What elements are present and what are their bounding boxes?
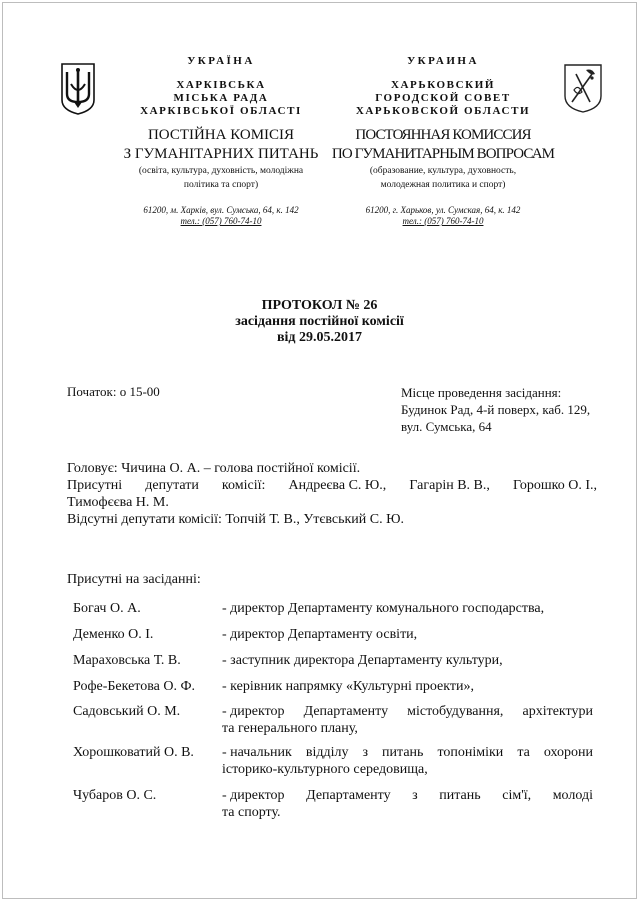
commission-scope: (освіта, культура, духовність, молодіжна політика та спорт) [138, 166, 304, 190]
protocol-title: ПРОТОКОЛ № 26 засідання постійної комісії від 29.05.2017 [235, 298, 404, 345]
attendee-name: Мараховська Т. В. [73, 653, 181, 668]
commission-name: ПОСТОЯННАЯ КОМИССИЯ ПО ГУМАНИТАРНЫМ ВОПРОСАМ [331, 127, 555, 162]
attendee-name: Богач О. А. [73, 601, 141, 616]
attendee-name: Деменко О. І. [73, 627, 154, 642]
attendee-role: - заступник директора Департаменту культури, [222, 653, 503, 668]
attendee-role: - директор Департаменту з питань сім'ї, молоді та спорту. [222, 788, 593, 820]
present-deputies-line: Присутні депутати комісії: Андреєва С. Ю., Гагарін В. В., Горошко О. І., [67, 478, 597, 493]
attendee-name: Рофе-Бекетова О. Ф. [73, 679, 196, 694]
commission-address: 61200, м. Харків, вул. Сумська, 64, к. 142 тел.: (057) 760-74-10 [118, 205, 324, 227]
country-name: УКРАЇНА [187, 55, 255, 67]
country-name: УКРАИНА [407, 55, 479, 67]
meeting-start: Початок: о 15-00 [67, 384, 160, 399]
city-emblem-icon [562, 62, 604, 114]
attendee-role: - директор Департаменту містобудування, архітектури та генерального плану, [222, 704, 593, 736]
commission-name: ПОСТІЙНА КОМІСІЯ З ГУМАНІТАРНИХ ПИТАНЬ [123, 127, 319, 162]
commission-phone: тел.: (057) 760-74-10 [402, 216, 484, 226]
attendee-name: Садовський О. М. [73, 704, 181, 719]
present-label: Присутні на засіданні: [67, 572, 201, 587]
attendee-role: - директор Департаменту комунального господарства, [222, 601, 545, 616]
commission-phone: тел.: (057) 760-74-10 [180, 216, 262, 226]
attendance-block [67, 460, 597, 528]
council-name: ХАРКІВСЬКА МІСЬКА РАДА ХАРКІВСЬКОЇ ОБЛАСТІ [140, 79, 302, 117]
attendee-role: - начальник відділу з питань топоніміки та охорони історико-культурного середовища, [222, 745, 593, 777]
present-deputies-continued: Тимофєєва Н. М. [67, 495, 169, 510]
absent-deputies-line: Відсутні депутати комісії: Топчій Т. В., Утєвський С. Ю. [67, 512, 404, 527]
header-russian [318, 55, 568, 227]
chair-line: Головує: Чичина О. А. – голова постійної комісії. [67, 461, 361, 476]
meeting-place: Місце проведення засідання: Будинок Рад, 4-й поверх, каб. 129, вул. Сумська, 64 [401, 385, 591, 434]
attendee-name: Хорошковатий О. В. [73, 745, 194, 760]
commission-scope: (образование, культура, духовность, молодежная политика и спорт) [369, 166, 517, 190]
attendee-name: Чубаров О. С. [73, 788, 157, 803]
council-name: ХАРЬКОВСКИЙ ГОРОДСКОЙ СОВЕТ ХАРЬКОВСКОЙ ОБЛАСТИ [355, 79, 531, 117]
commission-address: 61200, г. Харьков, ул. Сумская, 64, к. 142 тел.: (057) 760-74-10 [318, 205, 568, 227]
trident-emblem-icon [60, 62, 96, 116]
header-ukrainian [118, 55, 324, 227]
attendee-role: - керівник напрямку «Культурні проекти», [222, 679, 474, 694]
attendee-role: - директор Департаменту освіти, [222, 627, 418, 642]
